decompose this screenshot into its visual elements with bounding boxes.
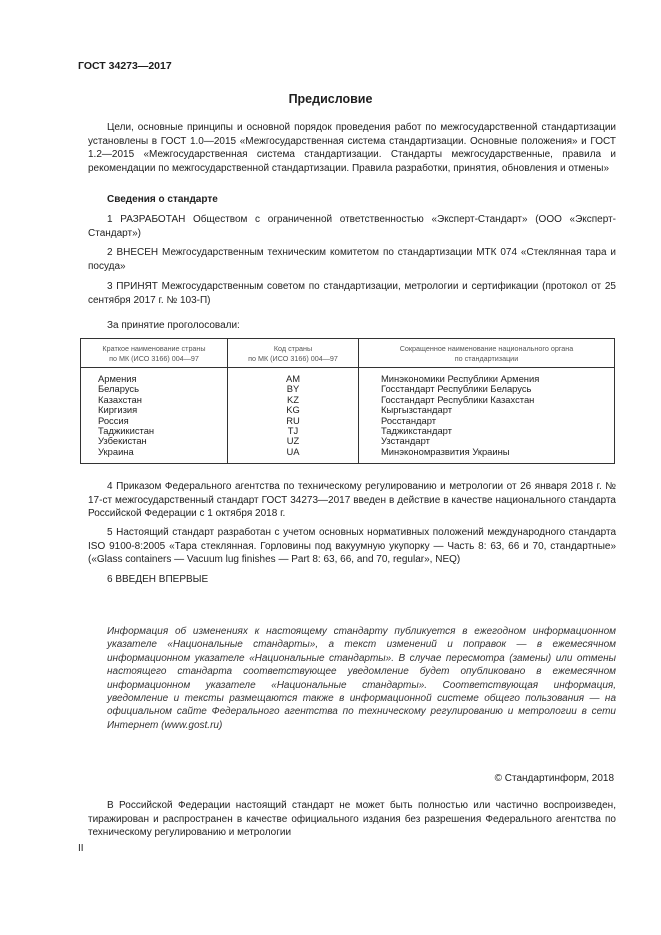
table-row [81,416,615,426]
body-cell: Таджикстандарт [359,426,615,436]
item-2: 2 ВНЕСЕН Межгосударственным техническим комитетом по стандартизации МТК 074 «Стеклянная тара и посуда» [88,247,616,272]
page-title: Предисловие [288,92,373,106]
country-cell: Узбекистан [81,436,228,446]
column-header-body [359,339,615,368]
table-row [81,384,615,394]
copyright-line: © Стандартинформ, 2018 [494,773,614,784]
code-cell: UZ [228,436,359,446]
info-heading: Сведения о стандарте [107,194,218,205]
intro-paragraph: Цели, основные принципы и основной порядок проведения работ по межгосударственной стандартизации установлены в ГОСТ 1.0—2015 «Межгосударственная система стандартизации. Основные положения» и ГОСТ 1.2—2015 «Межгосударственная система стандартизации. Стандарты межгосударственные, правила и рекомендации по межгосударственной стандартизации. Правила разработки, принятия, обновления и отмены» [88,122,616,174]
body-cell: Кыргызстандарт [359,405,615,415]
body-cell: Минэкономразвития Украины [359,447,615,464]
country-cell: Армения [81,368,228,385]
table-row [81,426,615,436]
votes-label: За принятие проголосовали: [107,320,240,331]
column-header-line: по МК (ИСО 3166) 004—97 [109,353,199,363]
amendments-notice: Информация об изменениях к настоящему стандарту публикуется в ежегодном информационном указателе «Национальные стандарты», а текст изменений и поправок — в ежемесячном информационном указателе «Национальные стандарты». В случае пересмотра (замены) или отмены настоящего стандарта соответствующее уведомление будет опубликовано в ежемесячном информационном указателе «Национальные стандарты». Соответствующая информация, уведомление и тексты размещаются также в информационной системе общего пользования — на официальном сайте Федерального агентства по техническому регулированию и метрологии в сети Интернет (www.gost.ru) [107,626,616,731]
item-1: 1 РАЗРАБОТАН Обществом с ограниченной ответственностью «Эксперт-Стандарт» (ООО «Эксперт-Стандарт») [88,214,616,239]
item-5: 5 Настоящий стандарт разработан с учетом основных нормативных положений международного стандарта ISO 9100-8:2005 «Тара стеклянная. Горловины под вакуумную укупорку — Часть 8: 63, 66 и 70, стандартные» («Glass containers — Vacuum lug finishes — Part 8: 63, 66, and 70, regular», NEQ) [88,527,616,565]
table-row [81,405,615,415]
country-cell: Киргизия [81,405,228,415]
item-4: 4 Приказом Федерального агентства по техническому регулированию и метрологии от 26 января 2018 г. № 17-ст межгосударственный стандарт ГОСТ 34273—2017 введен в действие в качестве национального стандарта Российской Федерации с 1 октября 2018 г. [88,481,616,519]
column-header-line: по стандартизации [454,353,519,363]
code-cell: KZ [228,395,359,405]
body-cell: Узстандарт [359,436,615,446]
code-cell: RU [228,416,359,426]
country-cell: Россия [81,416,228,426]
body-cell: Росстандарт [359,416,615,426]
column-header-code [228,339,359,368]
table-header-row [81,339,615,368]
country-cell: Таджикистан [81,426,228,436]
column-header-country [81,339,228,368]
reproduction-note: В Российской Федерации настоящий стандарт не может быть полностью или частично воспроизведен, тиражирован и распространен в качестве официального издания без разрешения Федерального агентства по техническому регулированию и метрологии [88,800,616,838]
country-cell: Казахстан [81,395,228,405]
item-3: 3 ПРИНЯТ Межгосударственным советом по стандартизации, метрологии и сертификации (протокол от 25 сентября 2017 г. № 103-П) [88,281,616,306]
code-cell: AM [228,368,359,385]
table-row [81,395,615,405]
body-cell: Госстандарт Республики Казахстан [359,395,615,405]
column-header-line: Краткое наименование страны [102,344,206,353]
standard-code: ГОСТ 34273—2017 [78,60,172,72]
page-number: II [78,843,84,854]
column-header-line: по МК (ИСО 3166) 004—97 [248,353,338,363]
table-row [81,436,615,446]
column-header-line: Сокращенное наименование национального органа [399,344,574,353]
body-cell: Госстандарт Республики Беларусь [359,384,615,394]
code-cell: TJ [228,426,359,436]
item-6: 6 ВВЕДЕН ВПЕРВЫЕ [107,574,209,585]
country-cell: Беларусь [81,384,228,394]
body-cell: Минэкономики Республики Армения [359,368,615,385]
table-row [81,447,615,464]
country-cell: Украина [81,447,228,464]
code-cell: UA [228,447,359,464]
code-cell: BY [228,384,359,394]
countries-table [80,338,615,464]
column-header-line: Код страны [273,344,313,353]
table-row [81,368,615,385]
code-cell: KG [228,405,359,415]
